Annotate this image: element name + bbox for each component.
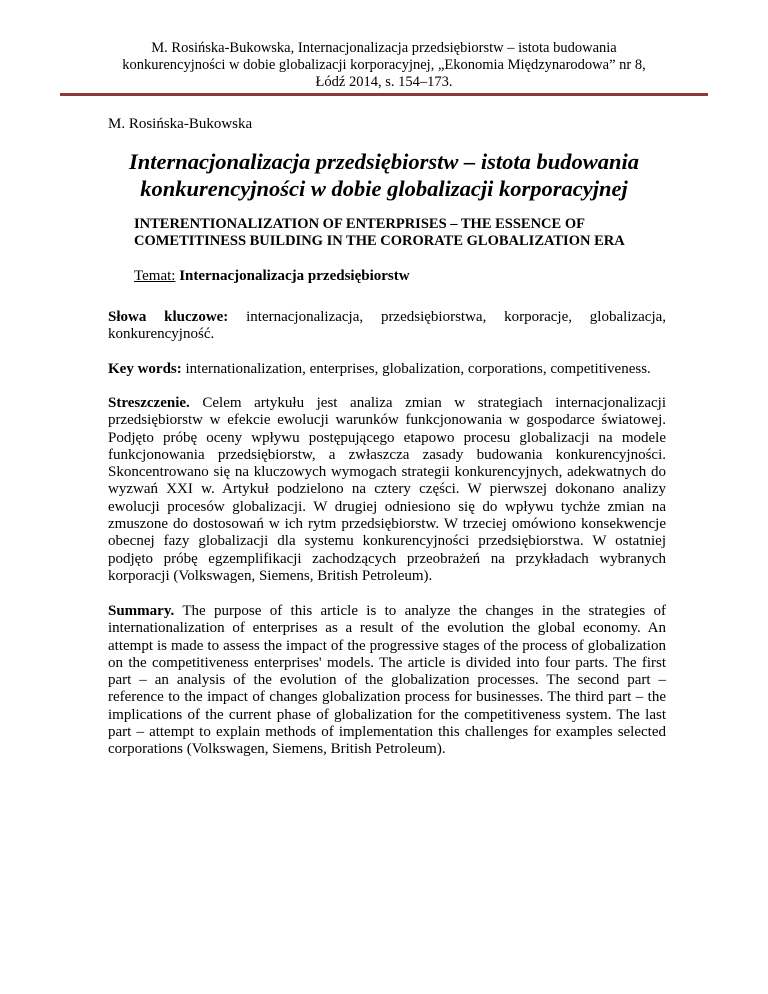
keywords-english-label: Key words: (108, 361, 182, 377)
english-title-line-1: INTERENTIONALIZATION OF ENTERPRISES – THE ESSENCE OF (134, 216, 585, 232)
abstract-english (108, 603, 666, 759)
keywords-english-text: internationalization, enterprises, globalization, corporations, competitiveness. (185, 361, 651, 377)
article-title-line-2: konkurencyjności w dobie globalizacji korporacyjnej (140, 176, 628, 201)
english-title (134, 216, 674, 250)
keywords-polish-label: Słowa kluczowe: (108, 309, 229, 325)
topic-line (134, 268, 410, 285)
article-title (108, 148, 660, 202)
topic-value: Internacjonalizacja przedsiębiorstw (179, 268, 410, 284)
citation-line-1: M. Rosińska-Bukowska, Internacjonalizacja przedsiębiorstw – istota budowania (151, 40, 617, 56)
keywords-polish-text: internacjonalizacja, przedsiębiorstwa, korporacje, globalizacja, konkurencyjność. (108, 309, 667, 343)
topic-label: Temat: (134, 268, 176, 284)
abstract-polish (108, 395, 666, 585)
citation-header (60, 40, 708, 91)
english-title-line-2: COMETITINESS BUILDING IN THE CORORATE GLOBALIZATION ERA (134, 233, 625, 249)
abstract-english-label: Summary. (108, 603, 175, 619)
keywords-polish (108, 309, 666, 344)
header-divider (60, 93, 708, 96)
abstract-polish-label: Streszczenie. (108, 395, 190, 411)
article-title-line-1: Internacjonalizacja przedsiębiorstw – istota budowania (128, 149, 640, 174)
abstract-polish-text: Celem artykułu jest analiza zmian w strategiach internacjonalizacji przedsiębiorstw w efekcie ewolucji warunków funkcjonowania w gospodarce światowej. Podjęto próbę oceny wpływu postępującego etapowo procesu globalizacji na modele funkcjonowania przedsiębiorstw, a zwłaszcza zasady budowania konkurencyjności. Skoncentrowano się na kluczowych wymogach strategii konkurencyjnych, adekwatnych do wyzwań XXI w. Artykuł podzielono na cztery części. W pierwszej dokonano analizy ewolucji procesów globalizacji. W drugiej odniesiono się do wpływu tychże zmian na zmuszone do dostosowań w ich rytm przedsiębiorstw. W trzeciej omówiono konsekwencje obecnej fazy globalizacji dla systemu konkurencyjności przedsiębiorstwa. W ostatniej podjęto próbę egzemplifikacji zachodzących przeobrażeń na przykładach wybranych korporacji (Volkswagen, Siemens, British Petroleum). (108, 395, 666, 584)
abstract-english-text: The purpose of this article is to analyze the changes in the strategies of internationalization of enterprises as a result of the evolution the global economy. An attempt is made to assess the impact of the progressive stages of the process of globalization on the competitiveness enterprises' models. The article is divided into four parts. The first part – an analysis of the evolution of the globalization processes. The second part – reference to the impact of changes globalization process for businesses. The third part – the implications of the current phase of globalization for the competitiveness system. The last part – attempt to explain methods of implementation this challenges for examples selected corporations (Volkswagen, Siemens, British Petroleum). (108, 603, 666, 758)
keywords-english (108, 361, 666, 378)
citation-line-3: Łódź 2014, s. 154–173. (315, 74, 453, 90)
author-name: M. Rosińska-Bukowska (108, 116, 253, 132)
citation-line-2: konkurencyjności w dobie globalizacji korporacyjnej, „Ekonomia Międzynarodowa” nr 8, (122, 57, 646, 73)
